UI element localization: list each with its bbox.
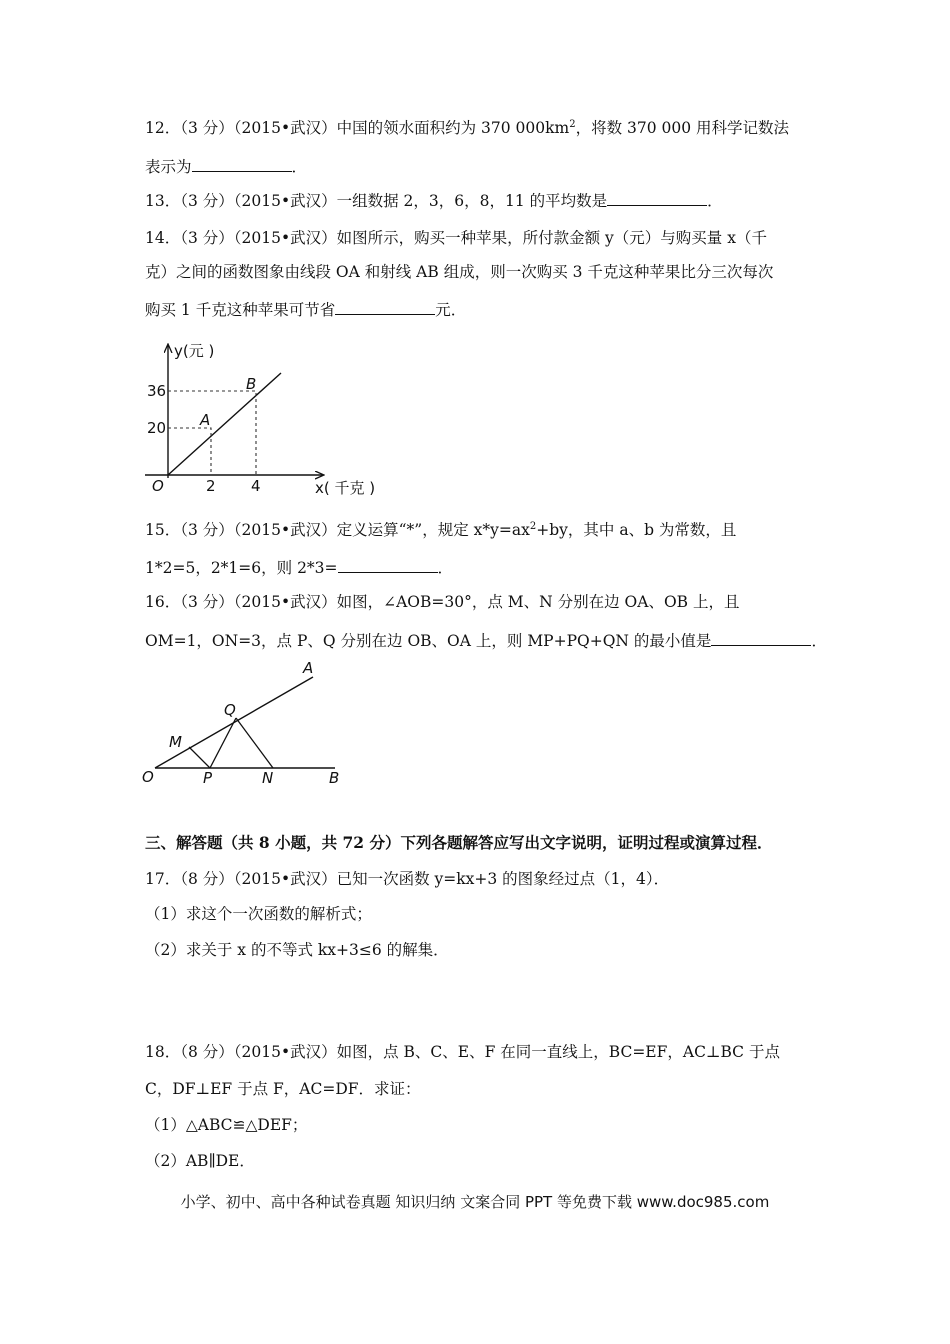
q14-xtick-2: 2 bbox=[206, 477, 216, 495]
q14-answer-blank bbox=[335, 298, 435, 315]
q18-part1: （1）△ABC≌△DEF； bbox=[145, 1116, 308, 1134]
q16-segment-pq bbox=[210, 718, 236, 768]
q14-line1: 14．（3 分）（2015•武汉）如图所示，购买一种苹果，所付款金额 y（元）与购买量 x（千 bbox=[145, 229, 767, 247]
q12-answer-blank bbox=[192, 155, 292, 172]
q16-line2 bbox=[145, 629, 827, 652]
q17-part2: （2）求关于 x 的不等式 kx+3≤6 的解集． bbox=[145, 941, 449, 959]
q14-ytick-36: 36 bbox=[147, 382, 167, 400]
q15-text-d: ． bbox=[437, 559, 454, 577]
q17-part1: （1）求这个一次函数的解析式； bbox=[145, 905, 372, 923]
q14-point-b: B bbox=[246, 375, 257, 393]
q12-line1 bbox=[145, 117, 789, 139]
q14-text-a: 购买 1 千克这种苹果可节省 bbox=[145, 301, 336, 319]
q12-superscript: 2 bbox=[569, 118, 576, 130]
q16-label-n: N bbox=[262, 769, 274, 787]
q17-line1: 17．（8 分）（2015•武汉）已知一次函数 y=kx+3 的图象经过点（1，4）． bbox=[145, 870, 670, 888]
q15-line1 bbox=[145, 519, 736, 541]
q14-text-b: 元． bbox=[435, 301, 467, 319]
q18-line2: C，DF⊥EF 于点 F，AC=DF．求证： bbox=[145, 1080, 421, 1098]
q14-point-a: A bbox=[200, 411, 211, 429]
q13-text-a: 13．（3 分）（2015•武汉）一组数据 2，3，6，8，11 的平均数是 bbox=[145, 192, 608, 210]
q16-label-m: M bbox=[169, 733, 182, 751]
q12-line2 bbox=[145, 155, 307, 178]
q16-label-b: B bbox=[329, 769, 340, 787]
q14-ytick-20: 20 bbox=[147, 419, 167, 437]
q16-segment-qn bbox=[236, 718, 273, 768]
q16-answer-blank bbox=[711, 629, 811, 646]
section3-heading: 三、解答题（共 8 小题，共 72 分）下列各题解答应写出文字说明，证明过程或演算过程． bbox=[145, 833, 773, 852]
q15-superscript: 2 bbox=[529, 520, 537, 532]
q13-answer-blank bbox=[607, 189, 707, 206]
q14-graph-line bbox=[168, 373, 281, 475]
q13-text-b: ． bbox=[707, 192, 723, 210]
q18-line1: 18．（8 分）（2015•武汉）如图，点 B、C、E、F 在同一直线上，BC=EF，AC⊥BC 于点 bbox=[145, 1043, 780, 1061]
q16-label-a: A bbox=[303, 659, 314, 677]
page-footer: 小学、初中、高中各种试卷真题 知识归纳 文案合同 PPT 等免费下载 www.doc985.com bbox=[180, 1193, 770, 1211]
q14-x-label: x( 千克 ) bbox=[315, 479, 376, 497]
q15-line2 bbox=[145, 556, 453, 579]
q14-guide-a bbox=[168, 428, 211, 475]
q14-xtick-4: 4 bbox=[251, 477, 261, 495]
q16-segment-mp bbox=[189, 747, 210, 768]
q16-geometry-figure bbox=[138, 655, 358, 790]
q16-label-o: O bbox=[142, 768, 154, 786]
q14-line2: 克）之间的函数图象由线段 OA 和射线 AB 组成，则一次购买 3 千克这种苹果比分三次每次 bbox=[145, 263, 774, 281]
q16-text-a: OM=1，ON=3，点 P、Q 分别在边 OB、OA 上，则 MP+PQ+QN 的最小值是 bbox=[145, 632, 712, 650]
q12-text-a: 12．（3 分）（2015•武汉）中国的领水面积约为 370 000km bbox=[145, 119, 570, 137]
q15-answer-blank bbox=[338, 556, 438, 573]
q16-text-b: ． bbox=[811, 632, 827, 650]
q16-line1: 16．（3 分）（2015•武汉）如图，∠AOB=30°，点 M、N 分别在边 OA、OB 上，且 bbox=[145, 593, 740, 611]
q15-text-c: 1*2=5，2*1=6，则 2*3= bbox=[145, 559, 338, 577]
q18-part2: （2）AB∥DE． bbox=[145, 1152, 255, 1170]
q14-origin-label: O bbox=[152, 477, 164, 495]
q15-text-b: +by，其中 a、b 为常数，且 bbox=[536, 521, 737, 539]
q14-y-label: y(元 ) bbox=[174, 342, 215, 360]
q13-line bbox=[145, 189, 723, 212]
q14-line3 bbox=[145, 298, 466, 321]
q12-text-d: ． bbox=[291, 158, 308, 176]
q12-text-c: 表示为 bbox=[145, 158, 192, 176]
q16-label-p: P bbox=[203, 769, 213, 787]
q16-label-q: Q bbox=[224, 701, 236, 719]
q14-graph-figure bbox=[140, 335, 400, 505]
q12-text-b: ，将数 370 000 用科学记数法 bbox=[575, 119, 790, 137]
q15-text-a: 15．（3 分）（2015•武汉）定义运算“*”，规定 x*y=ax bbox=[145, 521, 530, 539]
